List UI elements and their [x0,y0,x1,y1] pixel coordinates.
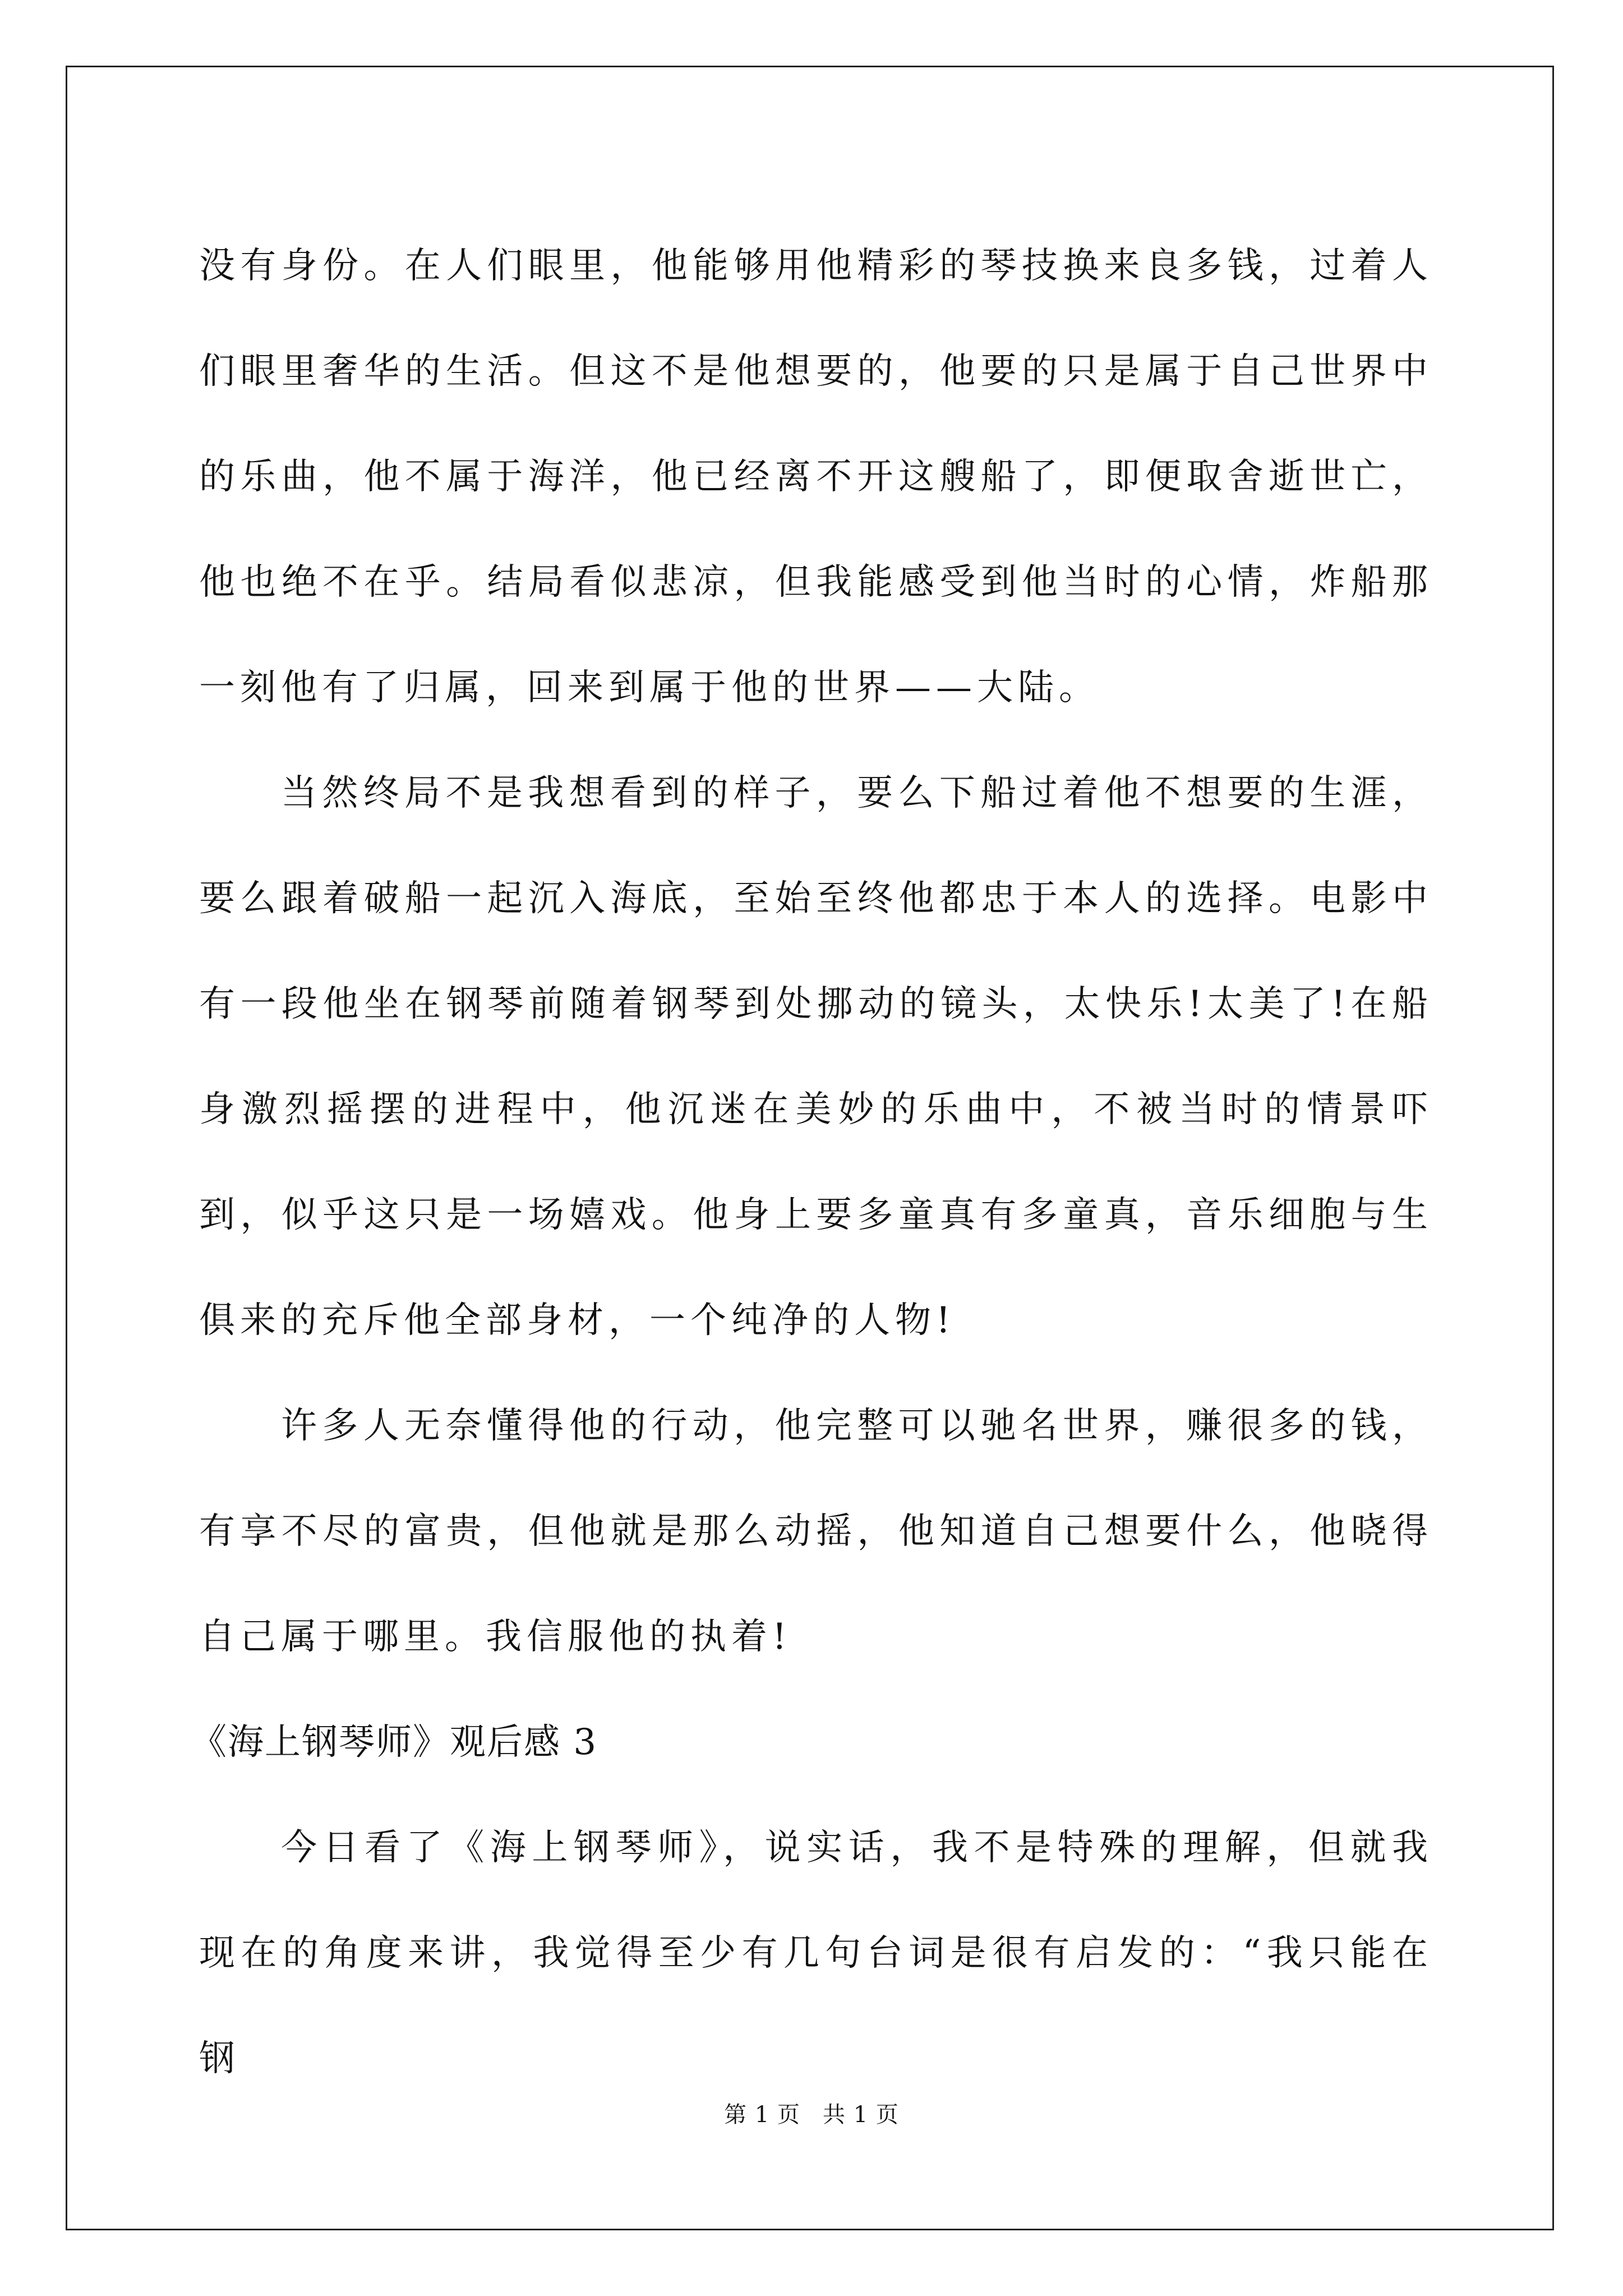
paragraph-1: 没有身份。在人们眼里，他能够用他精彩的琴技换来良多钱，过着人们眼里奢华的生活。但这不是他想要的，他要的只是属于自己世界中的乐曲，他不属于海洋，他已经离不开这艘船了，即便取舍逝世亡，他也绝不在乎。结局看似悲凉，但我能感受到他当时的心情，炸船那一刻他有了归属，回来到属于他的世界——大陆。 [199,245,1433,708]
section-heading: 《海上钢琴师》观后感 3 [191,1722,598,1763]
document-body [191,213,1433,2111]
page-footer [0,2097,1623,2129]
page-total: 共 1 页 [823,2102,899,2128]
page-number: 第 1 页 [724,2102,800,2128]
paragraph-3: 许多人无奈懂得他的行动，他完整可以驰名世界，赚很多的钱，有享不尽的富贵，但他就是那么动摇，他知道自己想要什么，他晓得自己属于哪里。我信服他的执着! [199,1405,1433,1658]
paragraph-2: 当然终局不是我想看到的样子，要么下船过着他不想要的生涯，要么跟着破船一起沉入海底，至始至终他都忠于本人的选择。电影中有一段他坐在钢琴前随着钢琴到处挪动的镜头，太快乐!太美了!在船身激烈摇摆的进程中，他沉迷在美妙的乐曲中，不被当时的情景吓到，似乎这只是一场嬉戏。他身上要多童真有多童真，音乐细胞与生俱来的充斥他全部身材，一个纯净的人物! [199,772,1433,1341]
paragraph-4: 今日看了《海上钢琴师》，说实话，我不是特殊的理解，但就我现在的角度来讲，我觉得至少有几句台词是很有启发的：“我只能在钢 [199,1827,1433,2079]
